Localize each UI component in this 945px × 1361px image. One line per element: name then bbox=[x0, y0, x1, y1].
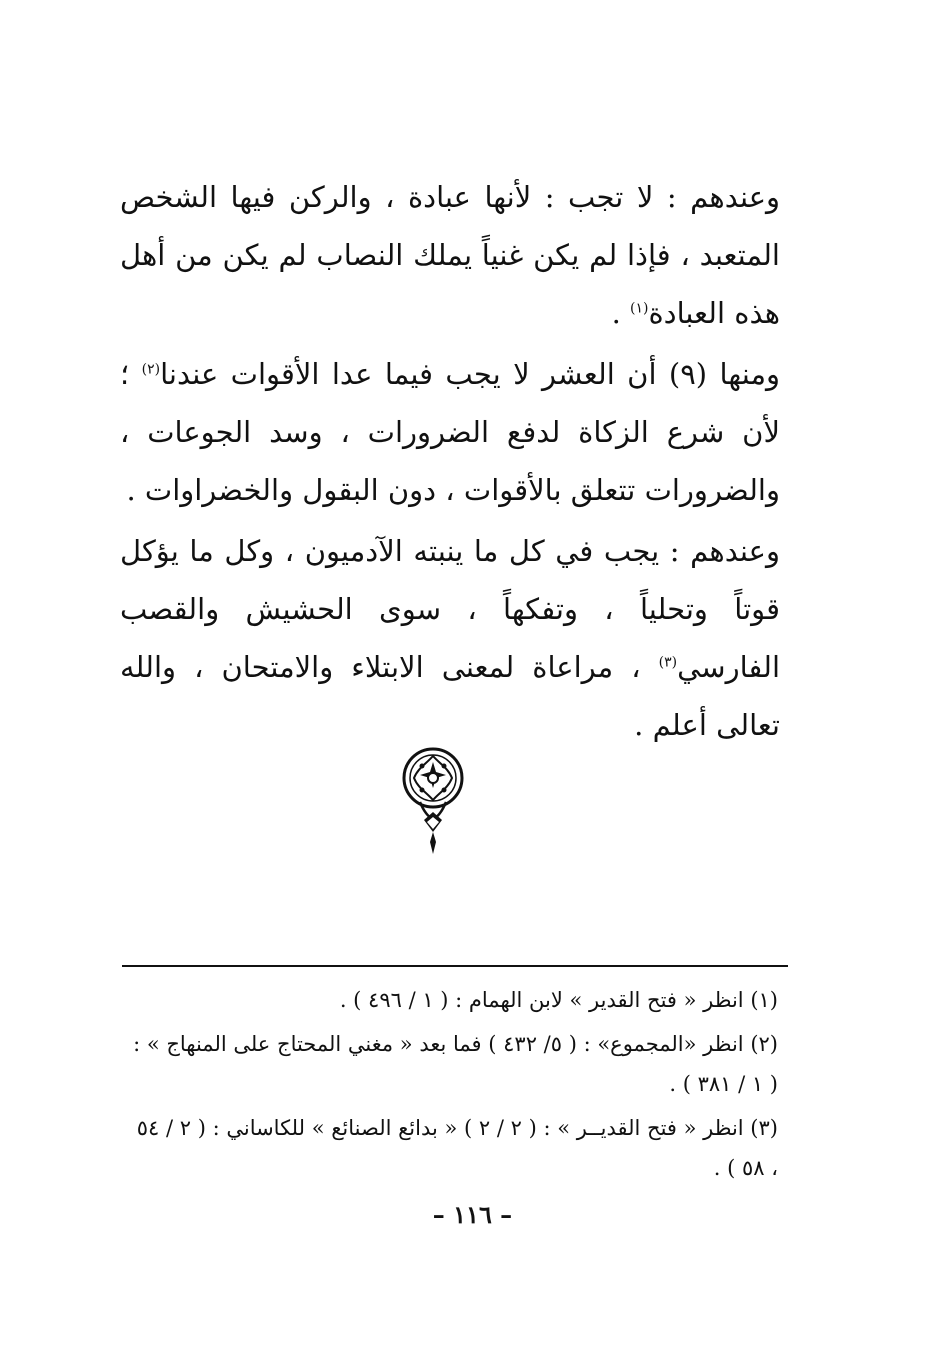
paragraph bbox=[120, 345, 780, 519]
paragraph-tail: ؛ لأن شرع الزكاة لدفع الضرورات ، وسد الجوعات ، والضرورات تتعلق بالأقوات ، دون البقول والخضراوات . bbox=[120, 357, 780, 507]
footnote-2: (٢) انظر «المجموع» : ( ٥/ ٤٣٢ ) فما بعد « مغني المحتاج على المنهاج » : ( ١ / ٣٨١ ) . bbox=[133, 1032, 778, 1096]
footnote-3: (٣) انظر « فتح القديــر » : ( ٢ / ٢ ) « بدائع الصنائع » للكاساني : ( ٢ / ٥٤ ، ٥٨ ) . bbox=[136, 1116, 778, 1180]
paragraph-tail: ، مراعاة لمعنى الابتلاء والامتحان ، والله تعالى أعلم . bbox=[120, 650, 780, 742]
paragraph-text: وعندهم : لا تجب : لأنها عبادة ، والركن فيها الشخص المتعبد ، فإذا لم يكن غنياً يملك النصاب لم يكن من أهل هذه العبادة bbox=[120, 180, 780, 330]
footnote-reference[interactable]: (٢) bbox=[141, 361, 161, 378]
paragraph bbox=[120, 168, 780, 342]
main-text bbox=[120, 168, 780, 754]
footnote-divider bbox=[122, 965, 788, 967]
paragraph bbox=[120, 522, 780, 754]
footnote-1: (١) انظر « فتح القدير » لابن الهمام : ( ١ / ٤٩٦ ) . bbox=[339, 988, 778, 1012]
footnote-reference[interactable]: (٣) bbox=[658, 654, 678, 671]
section-end-ornament-icon bbox=[400, 742, 466, 860]
footnotes bbox=[128, 980, 778, 1192]
paragraph-text: وعندهم : يجب في كل ما ينبته الآدميون ، وكل ما يؤكل قوتاً وتحلياً ، وتفكهاً ، سوى الحشيش والقصب الفارسي bbox=[120, 534, 780, 684]
page-number: – ١١٦ – bbox=[432, 1200, 513, 1229]
paragraph-tail: . bbox=[611, 296, 631, 330]
paragraph-text: ومنها (٩) أن العشر لا يجب فيما عدا الأقوات عندنا bbox=[160, 357, 780, 391]
footnote-reference[interactable]: (١) bbox=[630, 300, 649, 317]
